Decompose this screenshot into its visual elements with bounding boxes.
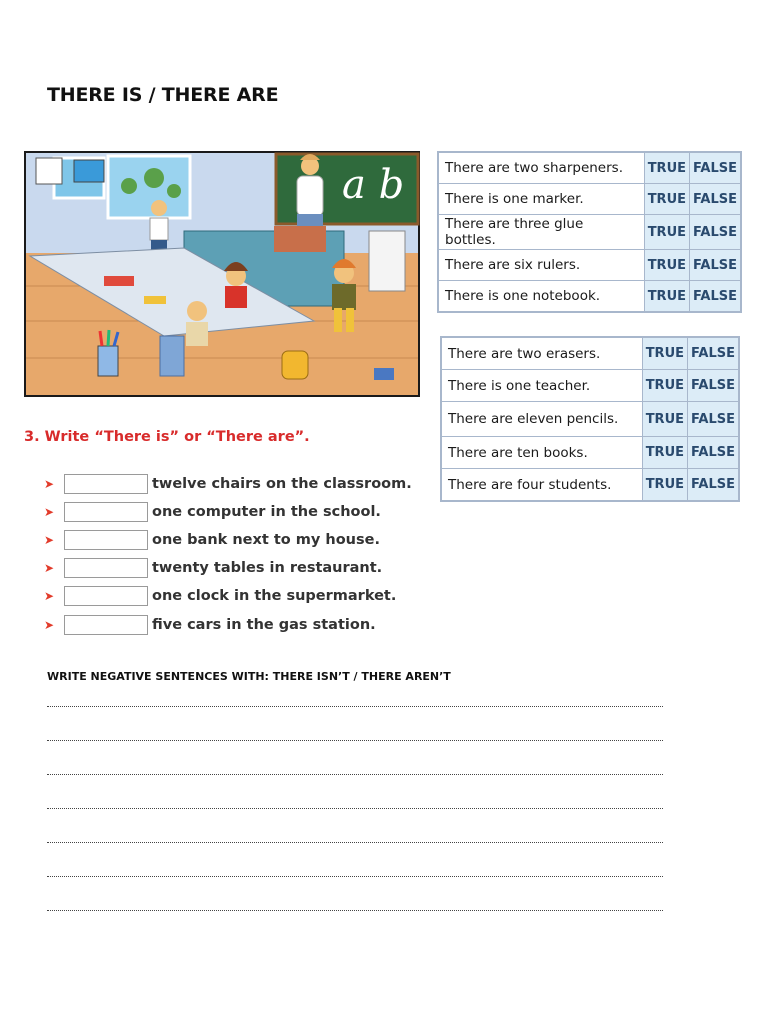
page-title: THERE IS / THERE ARE (47, 84, 279, 106)
true-false-table-2 (440, 336, 740, 502)
true-option[interactable]: TRUE (644, 215, 689, 250)
true-option[interactable]: TRUE (642, 402, 687, 437)
tf-statement: There are three glue bottles. (438, 215, 644, 250)
tf-row (441, 370, 739, 402)
writing-line[interactable] (47, 774, 663, 775)
tf-row (438, 281, 741, 313)
writing-line[interactable] (47, 706, 663, 707)
tf-row (441, 437, 739, 469)
exercise-item (44, 556, 382, 580)
answer-blank-input[interactable] (64, 586, 148, 606)
exercise-item (44, 500, 381, 524)
tf-row (441, 469, 739, 502)
answer-blank-input[interactable] (64, 558, 148, 578)
answer-blank-input[interactable] (64, 530, 148, 550)
tf-row (441, 402, 739, 437)
false-option[interactable]: FALSE (690, 184, 741, 215)
arrow-bullet-icon: ➤ (44, 533, 55, 547)
true-option[interactable]: TRUE (642, 469, 687, 502)
arrow-bullet-icon: ➤ (44, 477, 55, 491)
tf-statement: There are eleven pencils. (441, 402, 642, 437)
writing-line[interactable] (47, 740, 663, 741)
exercise-item-text: five cars in the gas station. (152, 617, 376, 633)
exercise-item (44, 472, 412, 496)
true-option[interactable]: TRUE (644, 281, 689, 313)
true-option[interactable]: TRUE (644, 152, 689, 184)
tf-statement: There is one marker. (438, 184, 644, 215)
classroom-illustration (14, 146, 420, 398)
writing-line[interactable] (47, 808, 663, 809)
writing-line[interactable] (47, 842, 663, 843)
exercise-item (44, 584, 396, 608)
true-option[interactable]: TRUE (642, 370, 687, 402)
exercise-item-text: one bank next to my house. (152, 532, 380, 548)
tf-statement: There is one teacher. (441, 370, 642, 402)
false-option[interactable]: FALSE (688, 402, 739, 437)
answer-blank-input[interactable] (64, 474, 148, 494)
arrow-bullet-icon: ➤ (44, 589, 55, 603)
arrow-bullet-icon: ➤ (44, 618, 55, 632)
tf-statement: There are four students. (441, 469, 642, 502)
tf-row (438, 152, 741, 184)
tf-statement: There is one notebook. (438, 281, 644, 313)
tf-row (438, 184, 741, 215)
writing-line[interactable] (47, 910, 663, 911)
answer-blank-input[interactable] (64, 615, 148, 635)
tf-statement: There are six rulers. (438, 250, 644, 281)
tf-row (438, 215, 741, 250)
exercise-item-text: twelve chairs on the classroom. (152, 476, 412, 492)
arrow-bullet-icon: ➤ (44, 505, 55, 519)
false-option[interactable]: FALSE (688, 337, 739, 370)
exercise-item (44, 528, 380, 552)
exercise-item-text: one computer in the school. (152, 504, 381, 520)
true-option[interactable]: TRUE (644, 250, 689, 281)
false-option[interactable]: FALSE (688, 437, 739, 469)
true-option[interactable]: TRUE (642, 337, 687, 370)
exercise-3-heading: 3. Write “There is” or “There are”. (24, 429, 310, 445)
tf-row (438, 250, 741, 281)
answer-blank-input[interactable] (64, 502, 148, 522)
tf-row (441, 337, 739, 370)
false-option[interactable]: FALSE (690, 215, 741, 250)
tf-statement: There are two erasers. (441, 337, 642, 370)
exercise-item-text: twenty tables in restaurant. (152, 560, 383, 576)
false-option[interactable]: FALSE (688, 469, 739, 502)
writing-line[interactable] (47, 876, 663, 877)
tf-statement: There are ten books. (441, 437, 642, 469)
false-option[interactable]: FALSE (690, 152, 741, 184)
exercise-item (44, 613, 376, 637)
arrow-bullet-icon: ➤ (44, 561, 55, 575)
exercise-item-text: one clock in the supermarket. (152, 588, 397, 604)
true-option[interactable]: TRUE (644, 184, 689, 215)
false-option[interactable]: FALSE (690, 281, 741, 313)
true-false-table-1 (437, 151, 742, 313)
false-option[interactable]: FALSE (690, 250, 741, 281)
true-option[interactable]: TRUE (642, 437, 687, 469)
false-option[interactable]: FALSE (688, 370, 739, 402)
board-letters: a b (342, 162, 405, 208)
tf-statement: There are two sharpeners. (438, 152, 644, 184)
negative-sentences-heading: WRITE NEGATIVE SENTENCES WITH: THERE ISN’T / THERE AREN’T (47, 670, 451, 683)
